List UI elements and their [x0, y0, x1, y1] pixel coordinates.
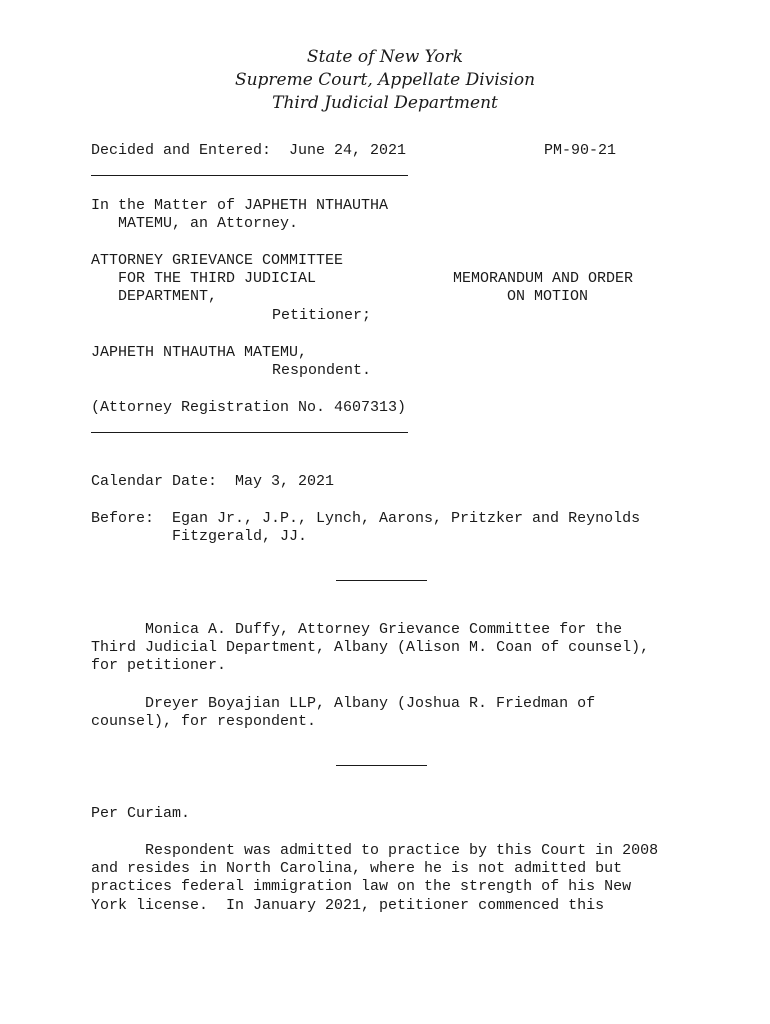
panel-judges-line-2: Fitzgerald, JJ. — [172, 528, 308, 545]
opinion-line-1: Respondent was admitted to practice by this Court in 2008 — [145, 842, 659, 859]
caption-top-rule — [91, 175, 408, 176]
respondent-counsel-line-1: Dreyer Boyajian LLP, Albany (Joshua R. Friedman of — [145, 695, 596, 712]
respondent-name: JAPHETH NTHAUTHA MATEMU, — [91, 344, 308, 361]
petitioner-name-line-3: DEPARTMENT, — [118, 288, 218, 305]
court-header — [0, 46, 770, 115]
opinion-line-4: York license. In January 2021, petitioner commenced this — [91, 897, 605, 914]
petitioner-name-line-2: FOR THE THIRD JUDICIAL — [118, 270, 317, 287]
attorney-registration: (Attorney Registration No. 4607313) — [91, 399, 407, 416]
opinion-line-2: and resides in North Carolina, where he is not admitted but — [91, 860, 623, 877]
court-state: State of New York — [306, 47, 464, 67]
calendar-date: Calendar Date: May 3, 2021 — [91, 473, 335, 490]
opinion-line-3: practices federal immigration law on the strength of his New — [91, 878, 632, 895]
section-divider-2 — [336, 765, 427, 766]
petitioner-name-line-1: ATTORNEY GRIEVANCE COMMITTEE — [91, 252, 344, 269]
petitioner-counsel-line-3: for petitioner. — [91, 657, 227, 674]
court-department: Third Judicial Department — [272, 93, 498, 113]
section-divider-1 — [336, 580, 427, 581]
decided-date: Decided and Entered: June 24, 2021 — [91, 142, 407, 159]
matter-line-2: MATEMU, an Attorney. — [118, 215, 299, 232]
court-name: Supreme Court, Appellate Division — [234, 70, 536, 90]
opinion-author: Per Curiam. — [91, 805, 191, 822]
order-type-line-1: MEMORANDUM AND ORDER — [453, 270, 634, 287]
panel-label: Before: — [91, 510, 155, 527]
petitioner-counsel-line-2: Third Judicial Department, Albany (Alison M. Coan of counsel), — [91, 639, 650, 656]
respondent-counsel-line-2: counsel), for respondent. — [91, 713, 317, 730]
petitioner-counsel-line-1: Monica A. Duffy, Attorney Grievance Committee for the — [145, 621, 623, 638]
caption-bottom-rule — [91, 432, 408, 433]
petitioner-role: Petitioner; — [272, 307, 372, 324]
matter-line-1: In the Matter of JAPHETH NTHAUTHA — [91, 197, 389, 214]
docket-number: PM-90-21 — [544, 142, 617, 159]
order-type-line-2: ON MOTION — [507, 288, 589, 305]
panel-judges-line-1: Egan Jr., J.P., Lynch, Aarons, Pritzker and Reynolds — [172, 510, 641, 527]
respondent-role: Respondent. — [272, 362, 372, 379]
